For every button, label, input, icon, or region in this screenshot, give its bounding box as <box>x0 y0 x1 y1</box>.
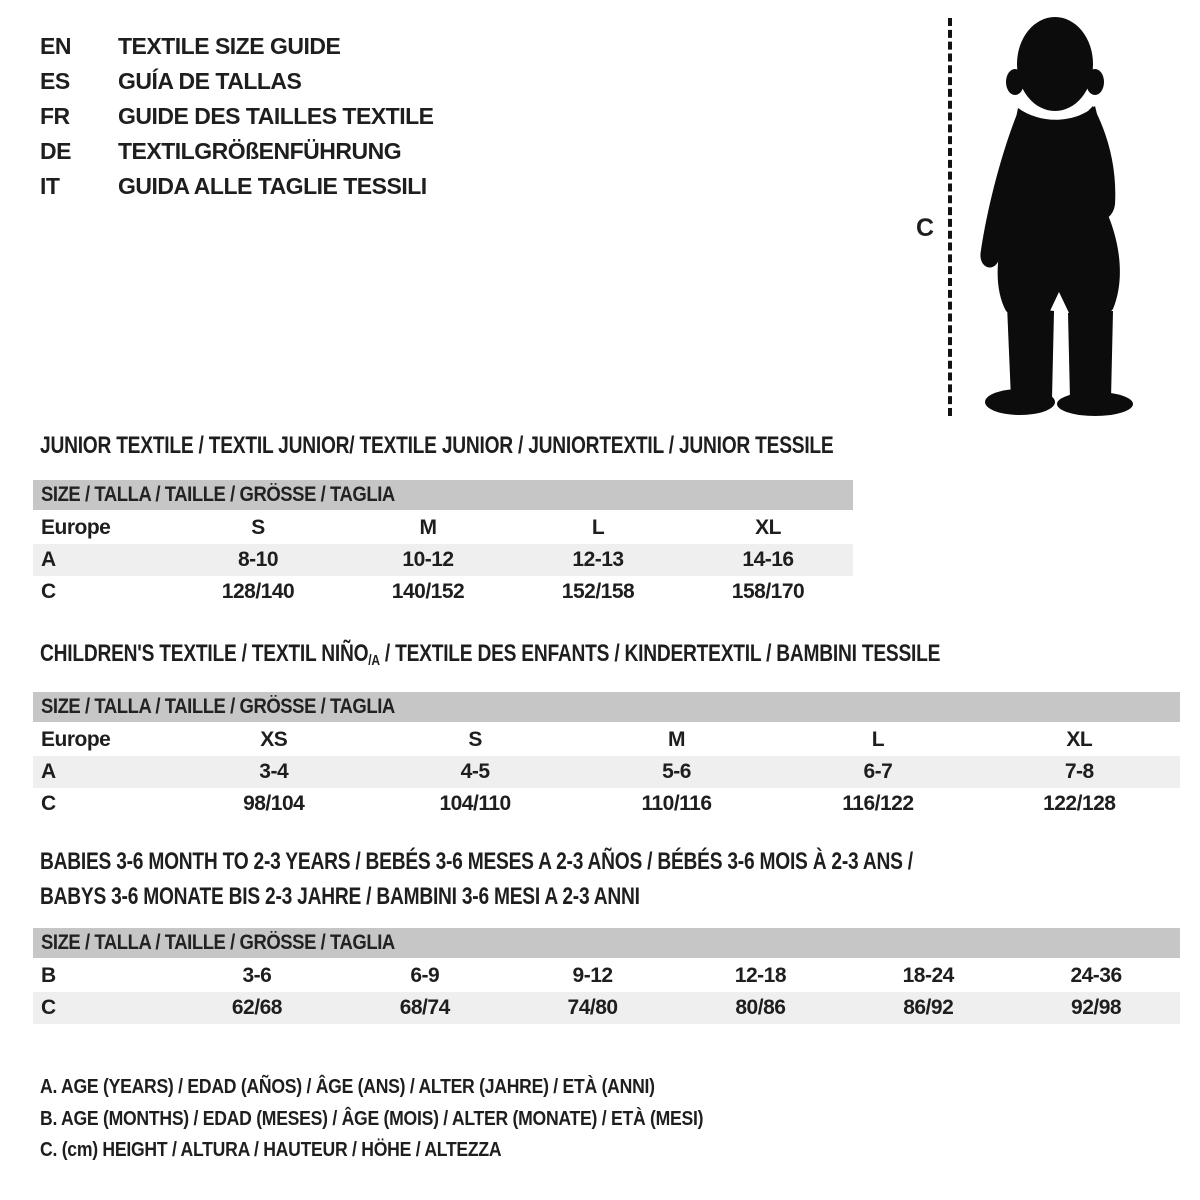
row-label: C <box>41 580 56 603</box>
row-label: B <box>41 964 56 987</box>
size-value: S <box>251 516 265 539</box>
age-value: 3-4 <box>173 756 374 788</box>
height-value: 140/152 <box>391 580 465 603</box>
baby-head <box>1017 17 1093 111</box>
size-value: XS <box>260 728 288 751</box>
size-table-header-text: SIZE / TALLA / TAILLE / GRÖSSE / TAGLIA <box>41 695 395 718</box>
baby-foot-right <box>1057 392 1133 416</box>
months-value: 18-24 <box>902 964 954 987</box>
size-table-header-text: SIZE / TALLA / TAILLE / GRÖSSE / TAGLIA <box>41 931 395 954</box>
height-value: 158/170 <box>731 580 805 603</box>
size-value: L <box>871 728 885 751</box>
children-title-sub: /A <box>368 652 380 669</box>
height-value: 68/74 <box>341 992 509 1024</box>
age-value: 4-5 <box>374 756 575 788</box>
language-code: DE <box>40 138 71 164</box>
language-title-list <box>40 29 434 204</box>
children-size-table <box>33 692 1180 820</box>
table-row-height <box>33 788 1180 820</box>
guide-title-es: GUÍA DE TALLAS <box>118 68 302 94</box>
height-value: 122/128 <box>1043 792 1116 815</box>
guide-title-en: TEXTILE SIZE GUIDE <box>118 33 341 59</box>
section-title-junior: JUNIOR TEXTILE / TEXTIL JUNIOR/ TEXTILE JUNIOR / JUNIORTEXTIL / JUNIOR TESSILE <box>40 432 834 459</box>
months-value: 24-36 <box>1070 964 1122 987</box>
row-label: A <box>33 544 173 576</box>
footnote-age-years: A. AGE (YEARS) / EDAD (AÑOS) / ÂGE (ANS) / ALTER (JAHRE) / ETÀ (ANNI) <box>40 1076 655 1098</box>
size-value: M <box>667 728 685 751</box>
height-value: 152/158 <box>561 580 635 603</box>
height-value: 62/68 <box>173 992 341 1024</box>
height-value: 116/122 <box>842 792 914 815</box>
size-table-header <box>33 480 853 510</box>
footnote-height-cm: C. (cm) HEIGHT / ALTURA / HAUTEUR / HÖHE / ALTEZZA <box>40 1139 502 1161</box>
months-value: 3-6 <box>242 964 272 987</box>
language-row-it <box>40 169 434 204</box>
age-value: 8-10 <box>173 544 343 576</box>
table-row-height <box>33 576 853 608</box>
height-value: 80/86 <box>676 992 844 1024</box>
table-row-height <box>33 992 1180 1024</box>
size-table-header-text: SIZE / TALLA / TAILLE / GRÖSSE / TAGLIA <box>41 483 395 506</box>
baby-leg-left <box>1007 305 1054 399</box>
height-value: 128/140 <box>221 580 295 603</box>
height-value: 110/116 <box>641 792 712 815</box>
row-label: Europe <box>41 728 111 751</box>
baby-ear-left <box>1006 69 1024 95</box>
age-value: 14-16 <box>683 544 853 576</box>
age-value: 5-6 <box>576 756 777 788</box>
size-value: XL <box>1066 728 1093 751</box>
months-value: 9-12 <box>572 964 613 987</box>
months-value: 12-18 <box>734 964 787 987</box>
age-value: 7-8 <box>979 756 1180 788</box>
size-value: XL <box>755 516 781 539</box>
baby-leg-right <box>1068 311 1113 399</box>
language-row-fr <box>40 99 434 134</box>
language-row-es <box>40 64 434 99</box>
children-title-prefix: CHILDREN'S TEXTILE / TEXTIL NIÑO <box>40 640 369 667</box>
height-value: 86/92 <box>844 992 1012 1024</box>
table-row-europe <box>33 724 1180 756</box>
language-code: FR <box>40 103 70 129</box>
language-code: IT <box>40 173 60 199</box>
size-value: L <box>591 516 605 539</box>
section-title-children <box>40 640 940 668</box>
height-measure-label: C <box>916 214 935 242</box>
language-code: EN <box>40 33 71 59</box>
height-value: 98/104 <box>243 792 305 815</box>
row-label: C <box>33 992 173 1024</box>
row-label: C <box>41 792 56 815</box>
age-value: 12-13 <box>513 544 683 576</box>
table-row-months <box>33 960 1180 992</box>
size-table-header <box>33 928 1180 958</box>
size-value: S <box>468 728 482 751</box>
footnote-age-months: B. AGE (MONTHS) / EDAD (MESES) / ÂGE (MOIS) / ALTER (MONATE) / ETÀ (MESI) <box>40 1108 704 1130</box>
size-value: M <box>419 516 437 539</box>
age-value: 6-7 <box>777 756 978 788</box>
language-row-de <box>40 134 434 169</box>
row-label: Europe <box>41 516 111 539</box>
table-row-age <box>33 544 853 576</box>
language-code: ES <box>40 68 70 94</box>
guide-title-it: GUIDA ALLE TAGLIE TESSILI <box>118 173 427 199</box>
children-title-suffix: / TEXTILE DES ENFANTS / KINDERTEXTIL / BAMBINI TESSILE <box>379 640 941 667</box>
babies-size-table <box>33 928 1180 1024</box>
junior-size-table <box>33 480 853 608</box>
months-value: 6-9 <box>410 964 440 987</box>
section-title-babies-line1: BABIES 3-6 MONTH TO 2-3 YEARS / BEBÉS 3-6 MESES A 2-3 AÑOS / BÉBÉS 3-6 MOIS À 2-3 ANS / <box>40 848 913 875</box>
size-table-header <box>33 692 1180 722</box>
table-row-europe <box>33 512 853 544</box>
height-measure-dashed-line <box>948 18 952 416</box>
guide-title-de: TEXTILGRÖßENFÜHRUNG <box>118 138 402 164</box>
row-label: A <box>33 756 173 788</box>
height-value: 74/80 <box>509 992 677 1024</box>
height-value: 92/98 <box>1012 992 1180 1024</box>
table-row-age <box>33 756 1180 788</box>
age-value: 10-12 <box>343 544 513 576</box>
section-title-babies-line2: BABYS 3-6 MONATE BIS 2-3 JAHRE / BAMBINI 3-6 MESI A 2-3 ANNI <box>40 883 640 910</box>
guide-title-fr: GUIDE DES TAILLES TEXTILE <box>118 103 434 129</box>
baby-foot-left <box>985 389 1055 415</box>
language-row-en <box>40 29 434 64</box>
height-value: 104/110 <box>439 792 511 815</box>
baby-shorts <box>998 215 1120 321</box>
toddler-silhouette-image <box>962 12 1148 416</box>
baby-ear-right <box>1086 69 1104 95</box>
